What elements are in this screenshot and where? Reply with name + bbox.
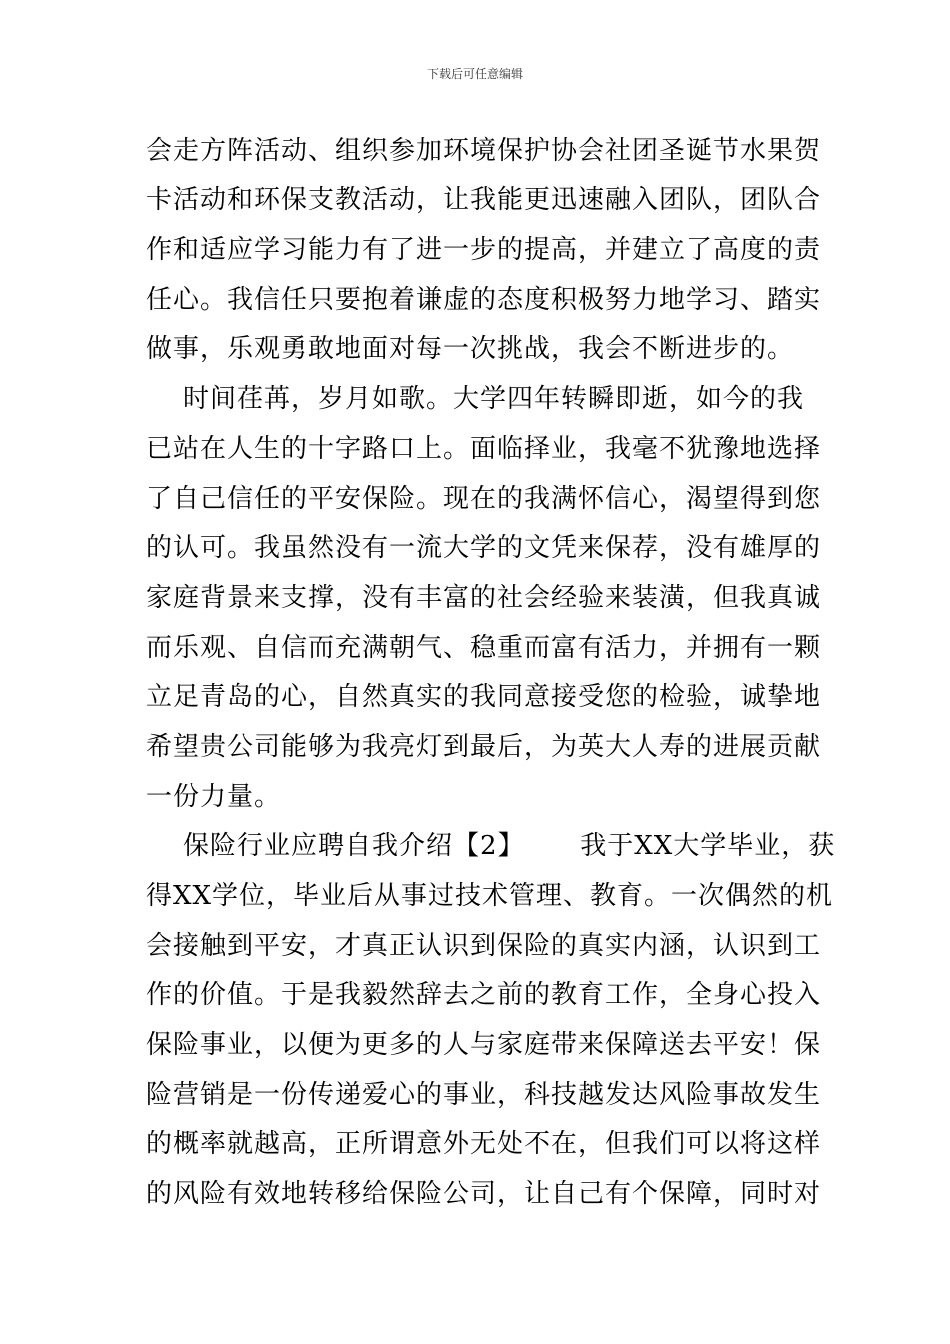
text-line: 保险行业应聘自我介绍【2】 我于XX大学毕业，获 (146, 831, 836, 861)
text-line: 保险事业，以便为更多的人与家庭带来保障送去平安！保 (146, 1030, 822, 1060)
text-line: 的概率就越高，正所谓意外无处不在，但我们可以将这样 (146, 1129, 822, 1159)
text-line: 立足青岛的心，自然真实的我同意接受您的检验，诚挚地 (146, 682, 822, 712)
text-line: 时间荏苒，岁月如歌。大学四年转瞬即逝，如今的我 (146, 384, 805, 414)
text-line: 得XX学位，毕业后从事过技术管理、教育。一次偶然的机 (146, 881, 834, 911)
text-line: 险营销是一份传递爱心的事业，科技越发达风险事故发生 (146, 1080, 822, 1110)
text-line: 的认可。我虽然没有一流大学的文凭来保荐，没有雄厚的 (146, 533, 822, 563)
text-line: 家庭背景来支撑，没有丰富的社会经验来装潢，但我真诚 (146, 583, 822, 613)
text-line: 会接触到平安，才真正认识到保险的真实内涵，认识到工 (146, 931, 822, 961)
text-line: 的风险有效地转移给保险公司，让自己有个保障，同时对 (146, 1179, 822, 1209)
text-line: 作和适应学习能力有了进一步的提高，并建立了高度的责 (146, 235, 822, 265)
text-line: 而乐观、自信而充满朝气、稳重而富有活力，并拥有一颗 (146, 633, 822, 663)
text-line: 一份力量。 (146, 782, 282, 812)
text-line: 希望贵公司能够为我亮灯到最后，为英大人寿的进展贡献 (146, 732, 822, 762)
text-line: 已站在人生的十字路口上。面临择业，我毫不犹豫地选择 (146, 434, 822, 464)
text-line: 做事，乐观勇敢地面对每一次挑战，我会不断进步的。 (146, 334, 795, 364)
text-line: 了自己信任的平安保险。现在的我满怀信心，渴望得到您 (146, 484, 822, 514)
text-line: 会走方阵活动、组织参加环境保护协会社团圣诞节水果贺 (146, 136, 822, 166)
text-line: 作的价值。于是我毅然辞去之前的教育工作，全身心投入 (146, 980, 822, 1010)
text-line: 任心。我信任只要抱着谦虚的态度积极努力地学习、踏实 (146, 285, 822, 315)
text-line: 卡活动和环保支教活动，让我能更迅速融入团队，团队合 (146, 185, 822, 215)
page-header: 下载后可任意编辑 (426, 67, 523, 81)
